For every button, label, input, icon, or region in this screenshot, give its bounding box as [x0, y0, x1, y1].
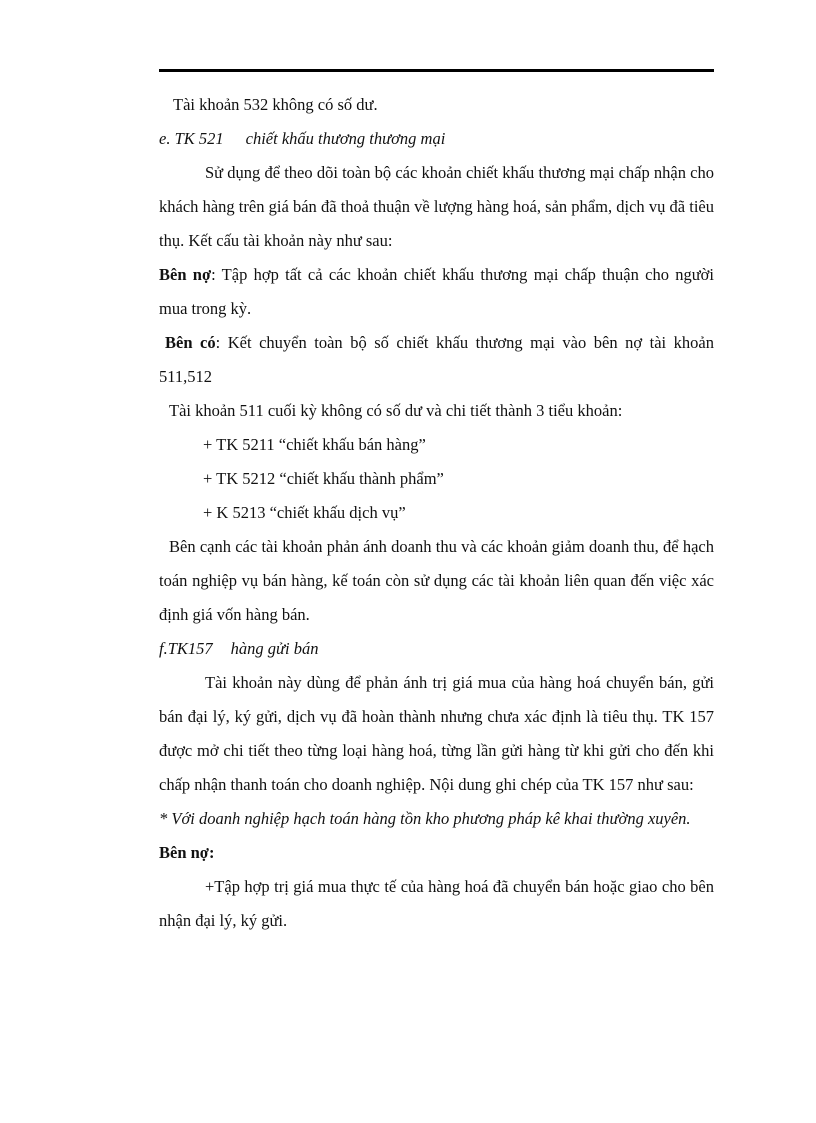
paragraph-no-balance-532: Tài khoản 532 không có số dư.: [173, 95, 378, 114]
ben-co-label: Bên có: [165, 333, 216, 352]
paragraph-last: +Tập hợp trị giá mua thực tế của hàng hoá đã chuyển bán hoặc giao cho bên nhận đại lý, ký gửi.: [159, 877, 714, 930]
ben-no-label: Bên nợ: [159, 265, 212, 284]
list-item-subaccount-1: + TK 5211 “chiết khấu bán hàng”: [203, 435, 426, 454]
paragraph-tk511-subaccounts: Tài khoản 511 cuối kỳ không có số dư và chi tiết thành 3 tiểu khoản:: [169, 401, 623, 420]
section-title-e: chiết khấu thương thương mại: [245, 129, 446, 148]
ben-no-heading-2: Bên nợ:: [159, 843, 215, 862]
section-code-f: f.TK157: [159, 639, 213, 658]
paragraph-tk521-description: Sử dụng để theo dõi toàn bộ các khoản chiết khấu thương mại chấp nhận cho khách hàng trên giá bán đã thoả thuận về lượng hàng hoá, sản phẩm, dịch vụ đã tiêu thụ. Kết cấu tài khoản này như sau:: [159, 163, 714, 250]
ben-co-text: : Kết chuyển toàn bộ số chiết khấu thương mại vào bên nợ tài khoản 511,512: [159, 333, 714, 386]
section-heading-f: [159, 632, 714, 666]
paragraph-ben-co-1: [159, 326, 714, 394]
header-rule: [159, 69, 714, 72]
paragraph-ben-canh: Bên cạnh các tài khoản phản ánh doanh thu và các khoản giảm doanh thu, để hạch toán nghiệp vụ bán hàng, kế toán còn sử dụng các tài khoản liên quan đến việc xác định giá vốn hàng bán.: [159, 537, 714, 624]
paragraph-italic-note: * Với doanh nghiệp hạch toán hàng tồn kho phương pháp kê khai thường xuyên.: [159, 809, 691, 828]
section-title-f: hàng gửi bán: [230, 639, 319, 658]
paragraph-ben-no-1: [159, 258, 714, 326]
section-code-e: e. TK 521: [159, 129, 224, 148]
document-body: [159, 88, 714, 938]
list-item-subaccount-3: + K 5213 “chiết khấu dịch vụ”: [203, 503, 406, 522]
section-heading-e: [159, 122, 714, 156]
list-item-subaccount-2: + TK 5212 “chiết khấu thành phẩm”: [203, 469, 444, 488]
ben-no-text: : Tập hợp tất cả các khoản chiết khấu thương mại chấp thuận cho người mua trong kỳ.: [159, 265, 714, 318]
paragraph-tk157-description: Tài khoản này dùng để phản ánh trị giá mua của hàng hoá chuyển bán, gửi bán đại lý, ký gửi, dịch vụ đã hoàn thành nhưng chưa xác định là tiêu thụ. TK 157 được mở chi tiết theo từng loại hàng hoá, từng lần gửi hàng từ khi gửi cho đến khi chấp nhận thanh toán cho doanh nghiệp. Nội dung ghi chép của TK 157 như sau:: [159, 673, 714, 794]
